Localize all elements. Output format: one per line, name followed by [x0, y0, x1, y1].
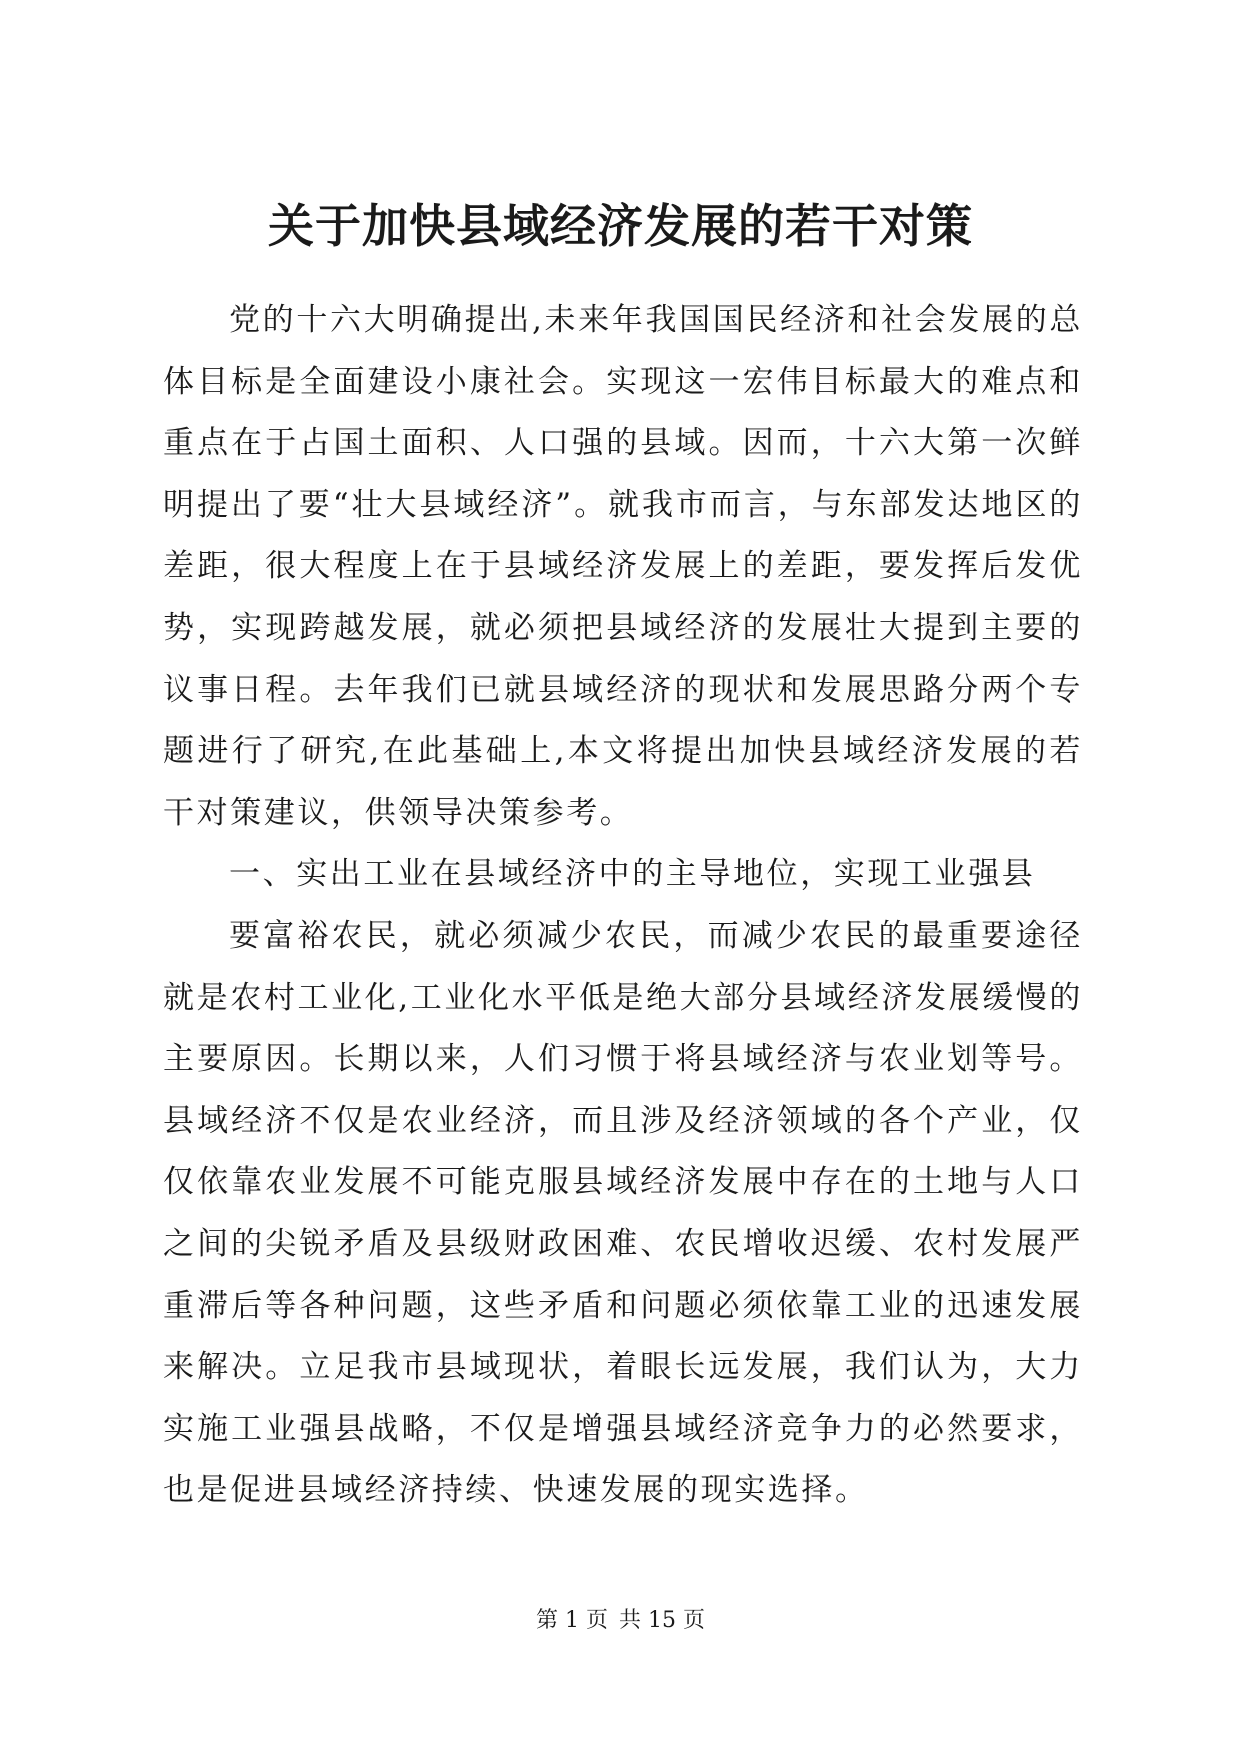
- section-heading: 一、实出工业在县域经济中的主导地位，实现工业强县: [229, 856, 1036, 893]
- page-footer: [0, 1606, 1241, 1636]
- document-body: [163, 290, 1083, 1522]
- document-title: 关于加快县域经济发展的若干对策: [268, 199, 973, 253]
- intro-paragraph: 党的十六大明确提出,未来年我国国民经济和社会发展的总体目标是全面建设小康社会。实现这一宏伟目标最大的难点和重点在于占国土面积、人口强的县域。因而，十六大第一次鲜明提出了要“壮大县域经济”。就我市而言，与东部发达地区的差距，很大程度上在于县域经济发展上的差距，要发挥后发优势，实现跨越发展，就必须把县域经济的发展壮大提到主要的议事日程。去年我们已就县域经济的现状和发展思路分两个专题进行了研究,在此基础上,本文将提出加快县域经济发展的若干对策建议，供领导决策参考。: [163, 302, 1083, 831]
- page-number: 第 1 页: [536, 1608, 608, 1633]
- section-paragraph: 要富裕农民，就必须减少农民，而减少农民的最重要途径就是农村工业化,工业化水平低是绝大部分县域经济发展缓慢的主要原因。长期以来，人们习惯于将县域经济与农业划等号。县域经济不仅是农业经济，而且涉及经济领域的各个产业，仅仅依靠农业发展不可能克服县域经济发展中存在的土地与人口之间的尖锐矛盾及县级财政困难、农民增收迟缓、农村发展严重滞后等各种问题，这些矛盾和问题必须依靠工业的迅速发展来解决。立足我市县域现状，着眼长远发展，我们认为，大力实施工业强县战略，不仅是增强县域经济竞争力的必然要求，也是促进县域经济持续、快速发展的现实选择。: [163, 917, 1083, 1509]
- page-total: 共 15 页: [619, 1608, 705, 1633]
